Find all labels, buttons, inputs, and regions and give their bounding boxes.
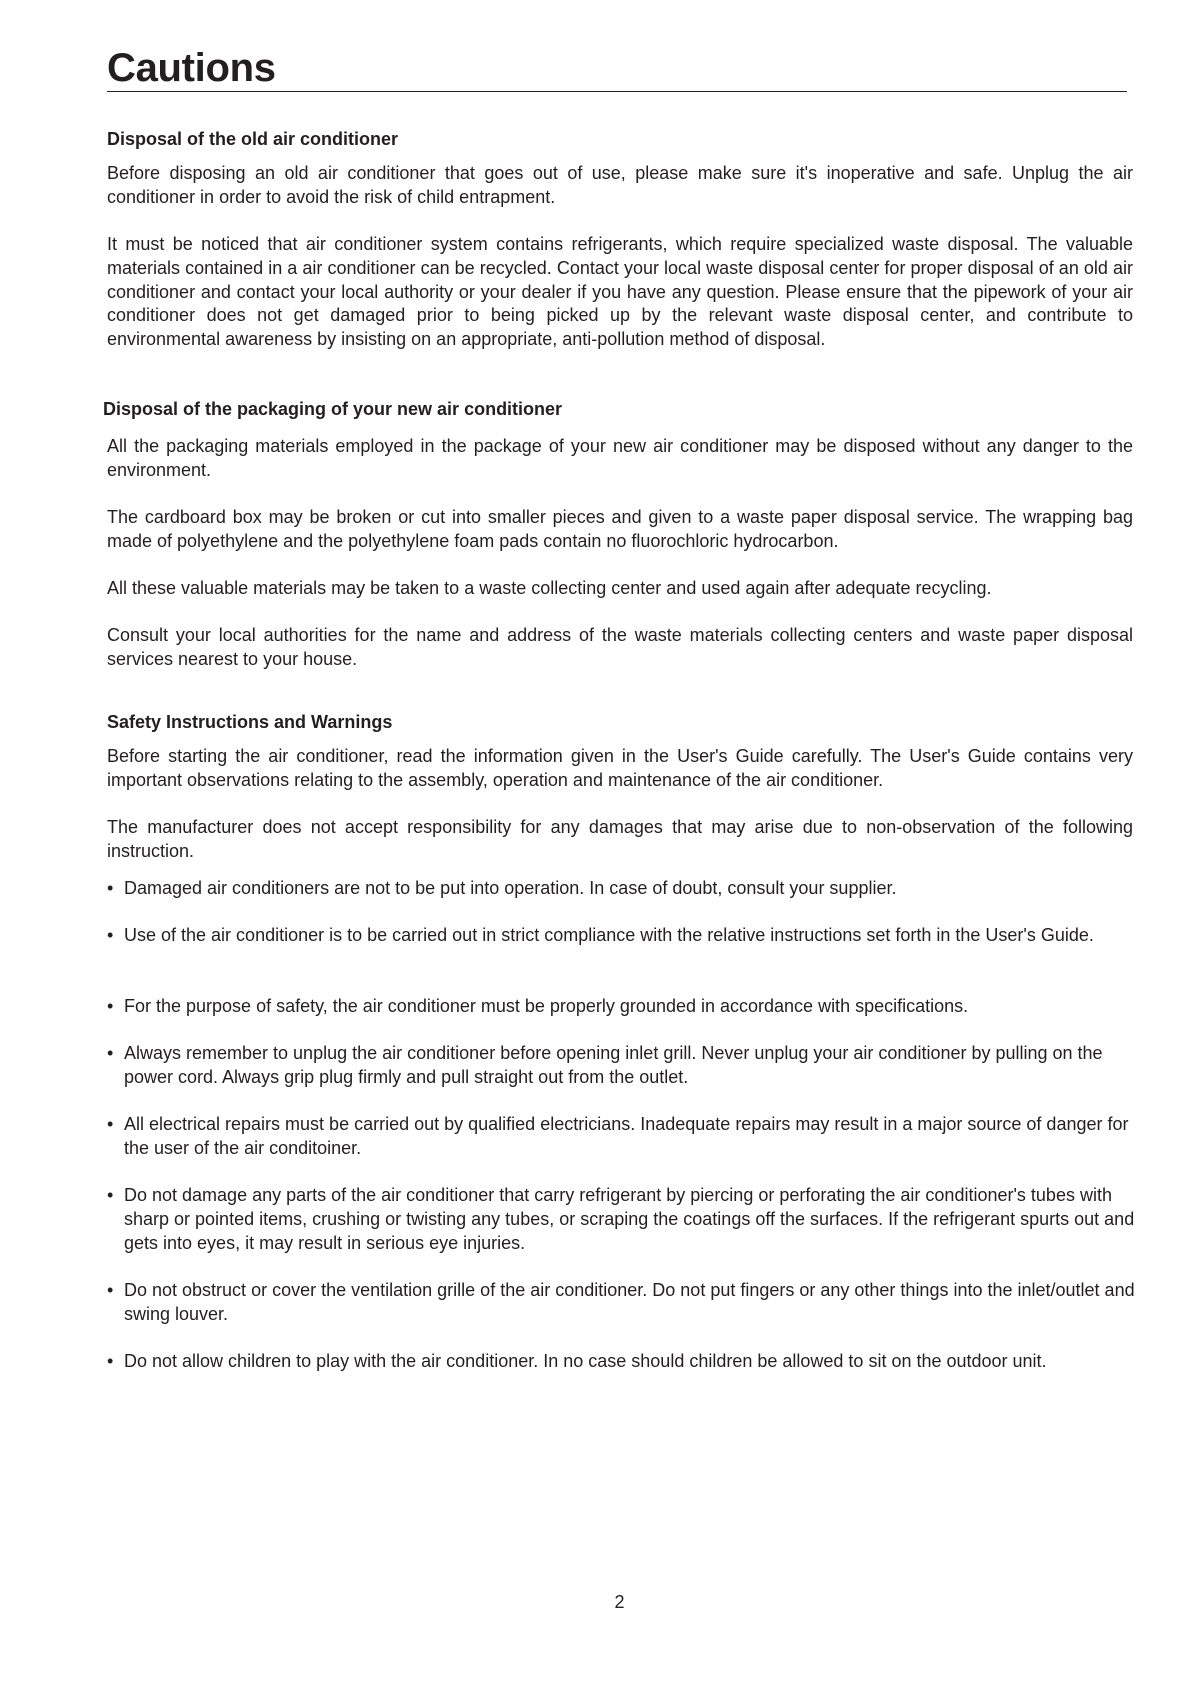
bullet-icon: • (107, 1185, 114, 1205)
bullet-icon: • (107, 1280, 114, 1300)
paragraph: It must be noticed that air conditioner system contains refrigerants, which require specialized waste disposal. The valuable materials contained in a air conditioner can be recycled. Contact your local waste disposal center for proper disposal of an old air conditioner and contact your local authority or your dealer if you have any question. Please ensure that the pipework of your air conditioner does not get damaged prior to being picked up by the relevant waste disposal center, and contribute to environmental awareness by insisting on an appropriate, anti-pollution method of disposal. (107, 234, 1133, 350)
bullet-icon: • (107, 1351, 114, 1371)
bullet-text: Do not allow children to play with the air conditioner. In no case should children be allowed to sit on the outdoor unit. (124, 1351, 1047, 1371)
bullet-text: Do not damage any parts of the air conditioner that carry refrigerant by piercing or perforating the air conditioner's tubes with sharp or pointed items, crushing or twisting any tubes, or scraping the coatings off the surfaces. If the refrigerant spurts out and gets into eyes, it may result in serious eye injuries. (124, 1185, 1135, 1253)
paragraph: Before starting the air conditioner, read the information given in the User's Guide carefully. The User's Guide contains very important observations relating to the assembly, operation and maintenance of the air conditioner. (107, 746, 1133, 790)
bullet-icon: • (107, 996, 114, 1016)
bullet-item (107, 1279, 1137, 1327)
bullet-text: Damaged air conditioners are not to be put into operation. In case of doubt, consult your supplier. (124, 878, 897, 898)
bullet-item (107, 1184, 1137, 1255)
bullet-text: For the purpose of safety, the air conditioner must be properly grounded in accordance with specifications. (124, 996, 969, 1016)
bullet-icon: • (107, 1043, 114, 1063)
section-heading-safety-instructions: Safety Instructions and Warnings (107, 712, 393, 732)
bullet-text: All electrical repairs must be carried out by qualified electricians. Inadequate repairs may result in a major source of danger for the user of the air conditoiner. (124, 1114, 1129, 1158)
bullet-item (107, 1042, 1137, 1090)
bullet-text: Always remember to unplug the air conditioner before opening inlet grill. Never unplug your air conditioner by pulling on the power cord. Always grip plug firmly and pull straight out from the outlet. (124, 1043, 1103, 1087)
bullet-item (107, 877, 1137, 901)
paragraph: All the packaging materials employed in the package of your new air conditioner may be disposed without any danger to the environment. (107, 436, 1133, 480)
section-heading-packaging-disposal: Disposal of the packaging of your new air conditioner (103, 399, 563, 419)
title-divider (107, 91, 1127, 92)
bullet-item (107, 1113, 1137, 1161)
page-number: 2 (614, 1592, 625, 1612)
bullet-text: Do not obstruct or cover the ventilation grille of the air conditioner. Do not put fingers or any other things into the inlet/outlet and swing louver. (124, 1280, 1135, 1324)
page-title: Cautions (107, 46, 276, 90)
paragraph: The cardboard box may be broken or cut into smaller pieces and given to a waste paper disposal service. The wrapping bag made of polyethylene and the polyethylene foam pads contain no fluorochloric hydrocarbon. (107, 507, 1133, 551)
bullet-icon: • (107, 1114, 114, 1134)
paragraph: Consult your local authorities for the name and address of the waste materials collecting centers and waste paper disposal services nearest to your house. (107, 625, 1133, 669)
bullet-icon: • (107, 925, 114, 945)
bullet-item (107, 995, 1137, 1019)
paragraph: All these valuable materials may be taken to a waste collecting center and used again after adequate recycling. (107, 578, 992, 598)
bullet-item (107, 924, 1137, 948)
section-heading-old-ac-disposal: Disposal of the old air conditioner (107, 129, 399, 149)
bullet-icon: • (107, 878, 114, 898)
paragraph: Before disposing an old air conditioner that goes out of use, please make sure it's inoperative and safe. Unplug the air conditioner in order to avoid the risk of child entrapment. (107, 163, 1133, 207)
paragraph: The manufacturer does not accept responsibility for any damages that may arise due to non-observation of the following instruction. (107, 817, 1133, 861)
bullet-text: Use of the air conditioner is to be carried out in strict compliance with the relative instructions set forth in the User's Guide. (124, 925, 1094, 945)
bullet-item (107, 1350, 1137, 1374)
